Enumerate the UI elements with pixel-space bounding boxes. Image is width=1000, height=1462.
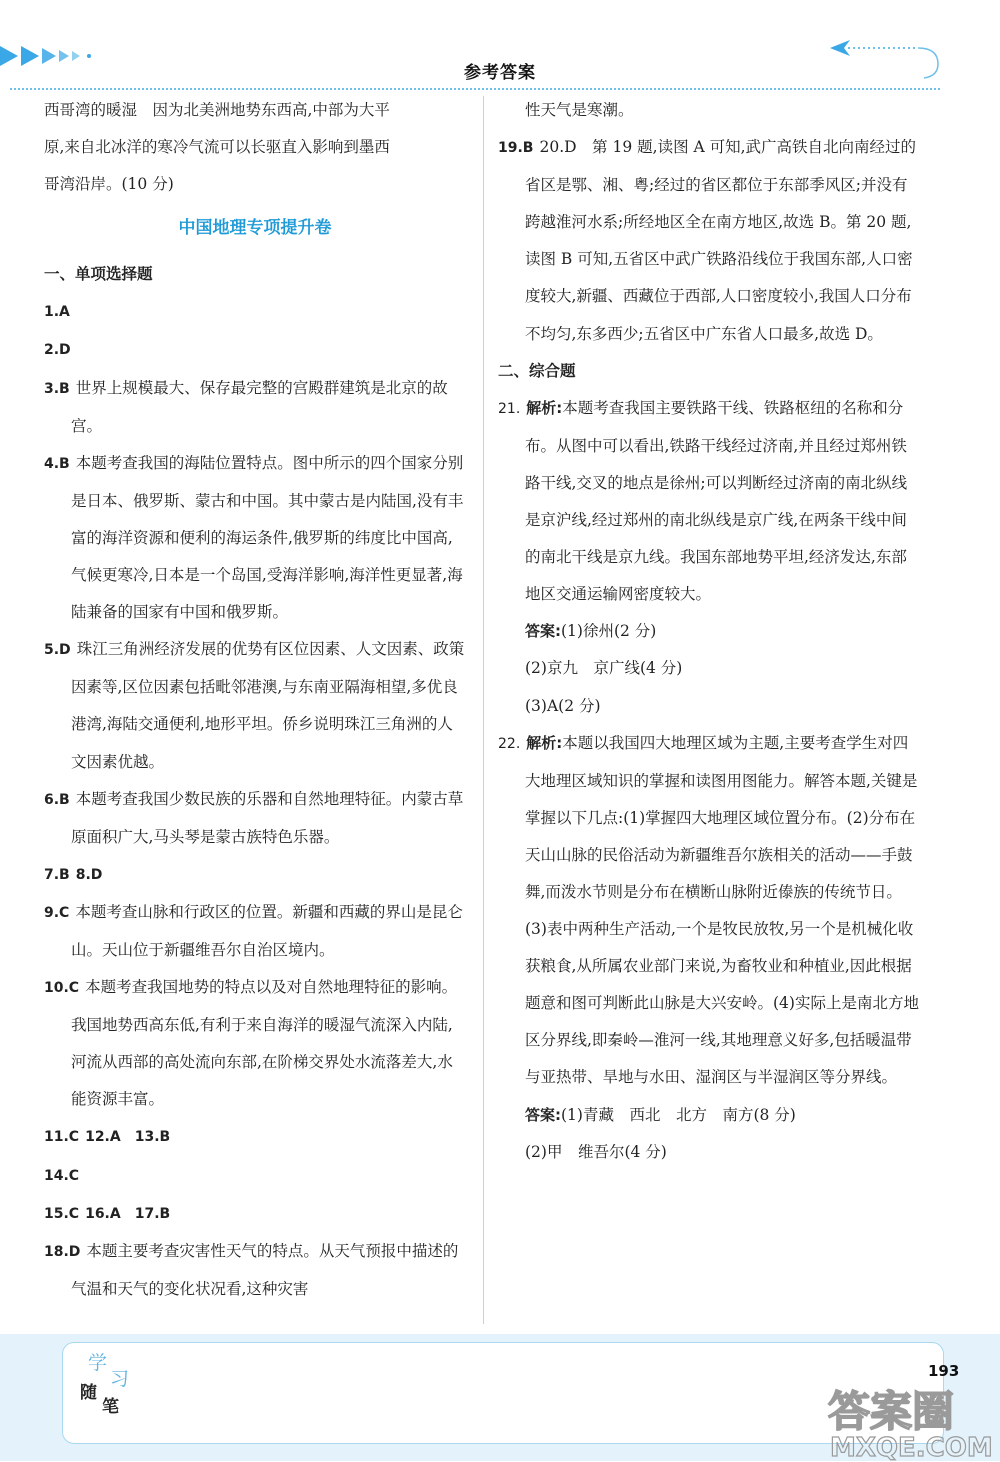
column-divider [483, 96, 484, 1324]
section-title: 中国地理专项提升卷 [178, 218, 332, 239]
answer-item: 6.B 本题考查我国少数民族的乐器和自然地理特征。内蒙古草原面积广大,马头琴是蒙古族特色乐器。 [44, 789, 464, 846]
answer-item: 7.B 8.D [44, 866, 103, 883]
answer-line: (3)A(2 分) [525, 696, 601, 715]
right-column [498, 92, 920, 1171]
answer-item: 3.B 世界上规模最大、保存最完整的宫殿群建筑是北京的故宫。 [44, 378, 448, 435]
answer-item: 18.D 本题主要考查灾害性天气的特点。从天气预报中描述的气温和天气的变化状况看,这种灾害 [44, 1241, 459, 1298]
answer-line: (2)甲 维吾尔(4 分) [525, 1142, 667, 1161]
footer-char: 随 [80, 1383, 97, 1403]
part-heading: 二、综合题 [498, 361, 576, 380]
part-heading: 一、单项选择题 [44, 265, 153, 284]
footer-char: 学 [88, 1352, 108, 1374]
answer-item: 9.C 本题考查山脉和行政区的位置。新疆和西藏的界山是昆仑山。天山位于新疆维吾尔自治区境内。 [44, 902, 463, 959]
watermark-url: MXQE.COM [830, 1433, 993, 1462]
answer-item: 14.C [44, 1167, 80, 1184]
intro-line: 哥湾沿岸。(10 分) [44, 175, 174, 194]
answer-item: 5.D 珠江三角洲经济发展的优势有区位因素、人文因素、政策因素等,区位因素包括毗邻港澳,与东南亚隔海相望,多优良港湾,海陆交通便利,地形平坦。侨乡说明珠江三角洲的人文因素优越。 [44, 640, 465, 771]
answer-item: 11.C 12.A 13.B [44, 1129, 171, 1146]
question-21: 21. 解析:本题考查我国主要铁路干线、铁路枢纽的名称和分布。从图中可以看出,铁路干线经过济南,并且经过郑州铁路干线,交叉的地点是徐州;可以判断经过济南的南北纵线是京沪线,经过郑州的南北纵线是京广线,在两条干线中间的南北干线是京九线。我国东部地势平坦,经济发达,东部地区交通运输网密度较大。 [498, 398, 908, 604]
intro-line: 原,来自北冰洋的寒冷气流可以长驱直入影响到墨西 [44, 138, 390, 157]
header-title: 参考答案 [464, 63, 536, 83]
answer-item: 15.C 16.A 17.B [44, 1205, 171, 1222]
answer-line: 答案:(1)青藏 西北 北方 南方(8 分) [525, 1105, 796, 1124]
question-22: 22. 解析:本题以我国四大地理区域为主题,主要考查学生对四大地理区域知识的掌握和读图用图能力。解答本题,关键是掌握以下几点:(1)掌握四大地理区域位置分布。(2)分布在天山山脉的民俗活动为新疆维吾尔族相关的活动——手鼓舞,而泼水节则是分布在横断山脉附近傣族的传统节日。(3)表中两种生产活动,一个是牧民放牧,另一个是机械化收获粮食,从所属农业部门来说,为畜牧业和种植业,因此根据题意和图可判断此山脉是大兴安岭。(4)实际上是南北方地区分界线,即秦岭—淮河一线,其地理意义好多,包括暖温带与亚热带、旱地与水田、湿润区与半湿润区等分界线。 [498, 733, 919, 1087]
watermark-logo-icon [824, 1374, 1000, 1462]
answer-item: 2.D [44, 342, 71, 359]
page-header [0, 0, 1000, 90]
header-rule [10, 88, 940, 90]
answer-item: 10.C 本题考查我国地势的特点以及对自然地理特征的影响。我国地势西高东低,有利于来自海洋的暖湿气流深入内陆,河流从西部的高处流向东部,在阶梯交界处水流落差大,水能资源丰富。 [44, 978, 458, 1109]
answer-item: 1.A [44, 304, 70, 321]
page-footer [0, 1334, 1000, 1461]
watermark-text: 答案圈 [828, 1387, 955, 1436]
footer-char: 习 [110, 1368, 130, 1390]
left-column [44, 92, 466, 1308]
notes-box [62, 1342, 944, 1444]
answer-item: 4.B 本题考查我国的海陆位置特点。图中所示的四个国家分别是日本、俄罗斯、蒙古和中国。其中蒙古是内陆国,没有丰富的海洋资源和便利的海运条件,俄罗斯的纬度比中国高,气候更寒冷,日本是一个岛国,受海洋影响,海洋性更显著,海陆兼备的国家有中国和俄罗斯。 [44, 453, 464, 622]
footer-char: 笔 [102, 1397, 119, 1417]
continued-text: 性天气是寒潮。 [525, 101, 634, 119]
answer-line: (2)京九 京广线(4 分) [525, 659, 683, 678]
answer-line: 答案:(1)徐州(2 分) [525, 622, 657, 641]
page-number: 193 [928, 1362, 960, 1380]
answer-item: 19.B 20.D 第 19 题,读图 A 可知,武广高铁自北向南经过的省区是鄂、湘、粤;经过的省区都位于东部季风区;并没有跨越淮河水系;所经地区全在南方地区,故选 B。第 20 题,读图 B 可知,五省区中武广铁路沿线位于我国东部,人口密度较大,新疆、西藏位于西部,人口密度较小,我国人口分布不均匀,东多西少;五省区中广东省人口最多,故选 D。 [498, 138, 917, 343]
intro-line: 西哥湾的暖湿 因为北美洲地势东西高,中部为大平 [44, 101, 390, 119]
header-back-arrow-icon [828, 40, 940, 80]
